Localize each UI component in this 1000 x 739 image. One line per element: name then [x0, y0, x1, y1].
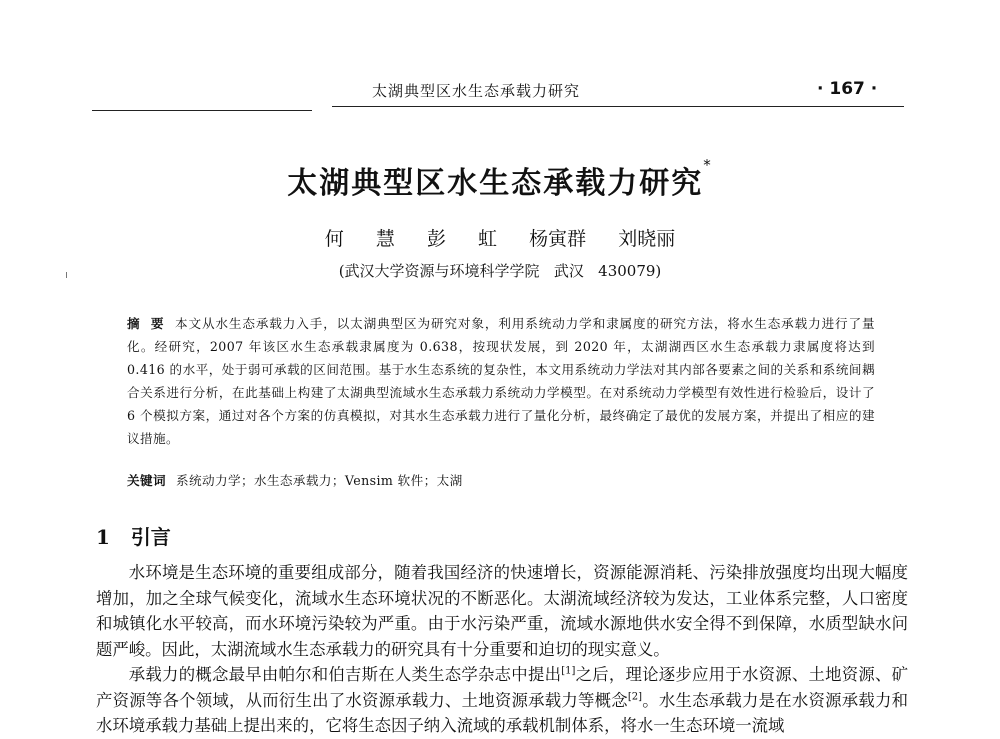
paragraph-2-part-a: 承载力的概念最早由帕尔和伯吉斯在人类生态学杂志中提出: [128, 665, 562, 684]
section-title: 引言: [130, 525, 171, 549]
paragraph-1: 水环境是生态环境的重要组成部分，随着我国经济的快速增长，资源能源消耗、污染排放强度均出现大幅度增加，加之全球气候变化，流域水生态环境状况的不断恶化。太湖流域经济较为发达，工业体系完整，人口密度和城镇化水平较高，而水环境污染较为严重。由于水污染严重，流域水源地供水安全得不到保障，水质型缺水问题严峻。因此，太湖流域水生态承载力的研究具有十分重要和迫切的现实意义。: [96, 563, 908, 659]
author-list: 何 慧 彭 虹 杨寅群 刘晓丽: [324, 228, 676, 250]
abstract-text: 本文从水生态承载力入手，以太湖典型区为研究对象，利用系统动力学和隶属度的研究方法，将水生态承载力进行了量化。经研究，2007 年该区水生态承载隶属度为 0.638，按现状发展，到 2020 年，太湖湖西区水生态承载力隶属度将达到 0.416 的水平，处于弱可承载的区间范围。基于水生态系统的复杂性，本文用系统动力学法对其内部各要素之间的关系和系统间耦合关系进行分析，在此基础上构建了太湖典型流域水生态承载力系统动力学模型。在对系统动力学模型有效性进行检验后，设计了 6 个模拟方案，通过对各个方案的仿真模拟，对其水生态承载力进行了量化分析，最终确定了最优的发展方案，并提出了相应的建议措施。: [127, 316, 875, 446]
keywords-text: 系统动力学；水生态承载力；Vensim 软件；太湖: [175, 473, 463, 488]
paper-title-text: 太湖典型区水生态承载力研究: [287, 166, 704, 201]
body-text: [96, 560, 908, 739]
page-number: · 167 ·: [817, 79, 878, 99]
keywords-label: 关键词: [127, 473, 166, 488]
abstract-label: 摘 要: [127, 316, 168, 331]
keywords: [127, 469, 875, 492]
section-number: 1: [96, 525, 110, 549]
running-title: 太湖典型区水生态承载力研究: [372, 82, 581, 100]
paper-title: [0, 158, 1000, 202]
header-rule-right: [332, 106, 904, 107]
citation-2[interactable]: [2]: [627, 691, 643, 703]
title-footnote-mark: *: [703, 156, 713, 174]
section-heading: [96, 521, 171, 550]
paragraph-2-part-b: 之后，理论逐步应用于水资源、土地资源、矿产资源等各个领域，从而衍生出了水资源承载力、土地资源承载力等概念: [96, 665, 909, 710]
header-rule-left: [92, 110, 312, 111]
citation-1[interactable]: [1]: [561, 665, 576, 677]
affiliation: (武汉大学资源与环境科学学院 武汉 430079): [338, 262, 662, 280]
abstract: [127, 312, 875, 450]
paragraph-2: [96, 662, 908, 739]
paragraph-2-part-c: 。水生态承载力是在水资源承载力和水环境承载力基础上提出来的，它将生态因子纳入流域的承载机制体系，将水一生态环境一流域: [96, 690, 909, 735]
